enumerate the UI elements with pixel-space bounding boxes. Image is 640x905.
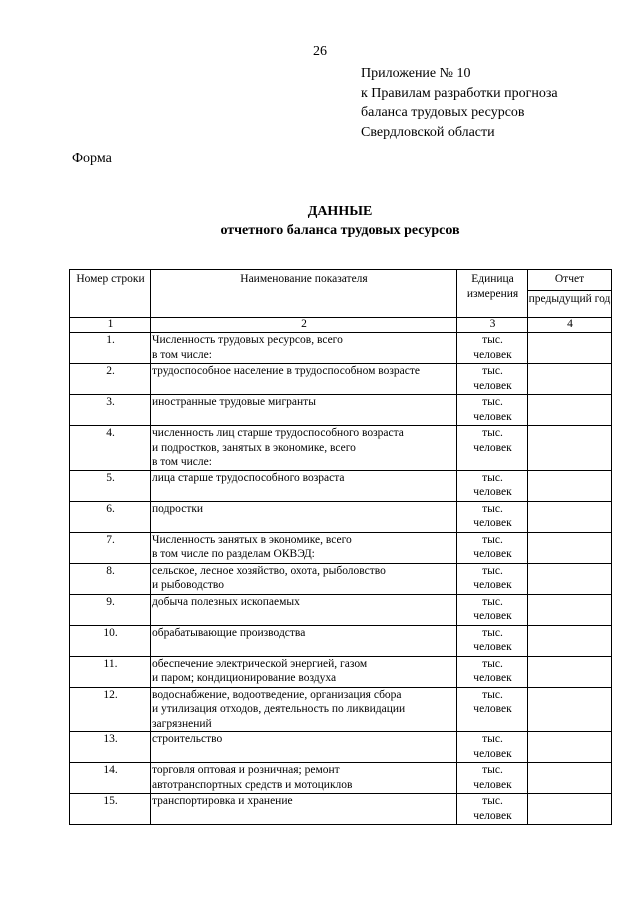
row-number: 14.: [70, 763, 151, 794]
unit: [457, 594, 528, 625]
column-number: 1: [70, 318, 151, 333]
column-number: 3: [457, 318, 528, 333]
header-report-label: Отчет: [554, 273, 585, 285]
unit-line: тыс.: [482, 471, 503, 484]
indicator-name: [151, 732, 457, 763]
value-cell[interactable]: [528, 426, 612, 471]
unit-line: человек: [473, 703, 512, 715]
unit: [457, 501, 528, 532]
value-cell[interactable]: [528, 594, 612, 625]
row-number: 2.: [70, 364, 151, 395]
row-number: 11.: [70, 656, 151, 687]
indicator-name-line: и подростков, занятых в экономике, всего: [152, 441, 356, 454]
table-row: [70, 625, 612, 656]
unit: [457, 656, 528, 687]
indicator-name: [151, 687, 457, 732]
indicator-name: [151, 470, 457, 501]
indicator-name-line: водоснабжение, водоотведение, организация сбора: [152, 688, 402, 701]
indicator-name-line: строительство: [152, 733, 223, 745]
unit: [457, 333, 528, 364]
indicator-name: [151, 333, 457, 364]
unit-line: тыс.: [482, 626, 503, 639]
table-row: [70, 501, 612, 532]
indicator-name-line: в том числе по разделам ОКВЭД:: [152, 548, 315, 560]
indicator-name-line: трудоспособное население в трудоспособном возрасте: [152, 365, 420, 377]
row-number: 12.: [70, 687, 151, 732]
table-row: [70, 470, 612, 501]
indicator-name-line: добыча полезных ископаемых: [152, 595, 300, 608]
table-row: [70, 687, 612, 732]
indicator-name: [151, 794, 457, 825]
document-title: [0, 202, 640, 240]
unit-line: тыс.: [482, 502, 503, 515]
indicator-name: [151, 763, 457, 794]
value-cell[interactable]: [528, 501, 612, 532]
indicator-name-line: численность лиц старше трудоспособного возраста: [152, 427, 404, 439]
row-number: 9.: [70, 594, 151, 625]
unit-line: человек: [473, 809, 512, 822]
table-row: [70, 794, 612, 825]
row-number: 13.: [70, 732, 151, 763]
unit-line: тыс.: [482, 427, 503, 439]
indicator-name-line: подростки: [152, 502, 204, 515]
row-number: 5.: [70, 470, 151, 501]
unit-line: тыс.: [482, 533, 503, 546]
indicator-name-line: иностранные трудовые мигранты: [152, 396, 316, 408]
table-row: [70, 426, 612, 471]
unit-line: человек: [473, 672, 512, 684]
unit-line: человек: [473, 548, 512, 560]
unit-line: человек: [473, 579, 512, 591]
unit-line: тыс.: [482, 795, 503, 807]
row-number: 1.: [70, 333, 151, 364]
table-row: [70, 563, 612, 594]
appendix-line: баланса трудовых ресурсов: [361, 105, 525, 120]
indicator-name: [151, 532, 457, 563]
header-report: [528, 270, 612, 318]
unit-line: человек: [473, 517, 512, 529]
header-row-number-text: Номер строки: [76, 273, 145, 285]
indicator-name: [151, 395, 457, 426]
appendix-line: Приложение № 10: [361, 66, 471, 81]
row-number: 8.: [70, 563, 151, 594]
value-cell[interactable]: [528, 763, 612, 794]
unit-line: тыс.: [482, 365, 503, 377]
indicator-name: [151, 625, 457, 656]
indicator-name-line: сельское, лесное хозяйство, охота, рыболовство: [152, 564, 386, 577]
value-cell[interactable]: [528, 333, 612, 364]
indicator-name-line: в том числе:: [152, 348, 212, 361]
value-cell[interactable]: [528, 656, 612, 687]
row-number: 3.: [70, 395, 151, 426]
indicator-name: [151, 656, 457, 687]
indicator-name: [151, 563, 457, 594]
unit: [457, 364, 528, 395]
row-number: 15.: [70, 794, 151, 825]
unit: [457, 470, 528, 501]
unit-line: тыс.: [482, 657, 503, 670]
unit: [457, 563, 528, 594]
value-cell[interactable]: [528, 470, 612, 501]
indicator-name-line: в том числе:: [152, 456, 212, 468]
unit-line: тыс.: [482, 688, 503, 701]
indicator-name-line: и паром; кондиционирование воздуха: [152, 672, 337, 684]
value-cell[interactable]: [528, 687, 612, 732]
form-label: Форма: [72, 151, 112, 166]
indicator-name-line: лица старше трудоспособного возраста: [152, 471, 345, 484]
unit: [457, 687, 528, 732]
indicator-name-line: обеспечение электрической энергией, газом: [152, 657, 368, 670]
unit-line: человек: [473, 610, 512, 622]
header-row-number: [70, 270, 151, 318]
row-number: 10.: [70, 625, 151, 656]
row-number: 7.: [70, 532, 151, 563]
table-row: [70, 732, 612, 763]
indicator-name-line: торговля оптовая и розничная; ремонт: [152, 764, 340, 776]
header-unit: Единица измерения: [457, 270, 528, 318]
unit-line: тыс.: [482, 595, 503, 608]
subtitle: отчетного баланса трудовых ресурсов: [220, 223, 460, 238]
unit-line: человек: [473, 747, 512, 760]
unit-line: тыс.: [482, 564, 503, 577]
indicator-name-line: Численность трудовых ресурсов, всего: [152, 334, 343, 346]
appendix-note: [361, 64, 558, 142]
unit-line: человек: [473, 486, 512, 498]
unit: [457, 532, 528, 563]
indicator-name: [151, 426, 457, 471]
indicator-name-line: обрабатывающие производства: [152, 626, 306, 639]
value-cell[interactable]: [528, 625, 612, 656]
title: ДАННЫЕ: [307, 204, 373, 219]
unit: [457, 794, 528, 825]
indicator-name-line: автотранспортных средств и мотоциклов: [152, 778, 353, 791]
unit: [457, 395, 528, 426]
unit-line: тыс.: [482, 764, 503, 776]
page-number: 26: [313, 44, 327, 59]
indicator-name-line: и утилизация отходов, деятельность по ликвидации: [152, 703, 406, 715]
header-previous-year: предыдущий год: [528, 290, 611, 307]
indicator-name-line: и рыбоводство: [152, 579, 224, 591]
header-indicator: Наименование показателя: [151, 270, 457, 318]
table-row: [70, 395, 612, 426]
column-number: 4: [528, 318, 612, 333]
unit: [457, 763, 528, 794]
indicator-name-line: загрязнений: [152, 717, 212, 730]
table-row: [70, 532, 612, 563]
value-cell[interactable]: [528, 794, 612, 825]
appendix-line: к Правилам разработки прогноза: [361, 85, 558, 101]
unit-line: человек: [473, 778, 512, 791]
row-number: 6.: [70, 501, 151, 532]
unit-line: тыс.: [482, 396, 503, 408]
appendix-line: Свердловской области: [361, 124, 495, 140]
row-number: 4.: [70, 426, 151, 471]
unit-line: человек: [473, 641, 512, 653]
table-row: [70, 763, 612, 794]
unit: [457, 625, 528, 656]
value-cell[interactable]: [528, 563, 612, 594]
indicator-name-line: Численность занятых в экономике, всего: [152, 533, 352, 546]
unit-line: тыс.: [482, 733, 503, 745]
unit-line: тыс.: [482, 334, 503, 346]
table-row: [70, 594, 612, 625]
value-cell[interactable]: [528, 395, 612, 426]
table-row: [70, 364, 612, 395]
unit-line: человек: [473, 441, 512, 454]
unit: [457, 732, 528, 763]
value-cell[interactable]: [528, 732, 612, 763]
value-cell[interactable]: [528, 364, 612, 395]
value-cell[interactable]: [528, 532, 612, 563]
column-number: 2: [151, 318, 457, 333]
unit-line: человек: [473, 410, 512, 423]
unit-line: человек: [473, 379, 512, 392]
data-table: [69, 269, 612, 825]
table-row: [70, 656, 612, 687]
indicator-name: [151, 364, 457, 395]
indicator-name: [151, 594, 457, 625]
unit: [457, 426, 528, 471]
indicator-name: [151, 501, 457, 532]
unit-line: человек: [473, 348, 512, 361]
indicator-name-line: транспортировка и хранение: [152, 795, 293, 807]
table-row: [70, 333, 612, 364]
